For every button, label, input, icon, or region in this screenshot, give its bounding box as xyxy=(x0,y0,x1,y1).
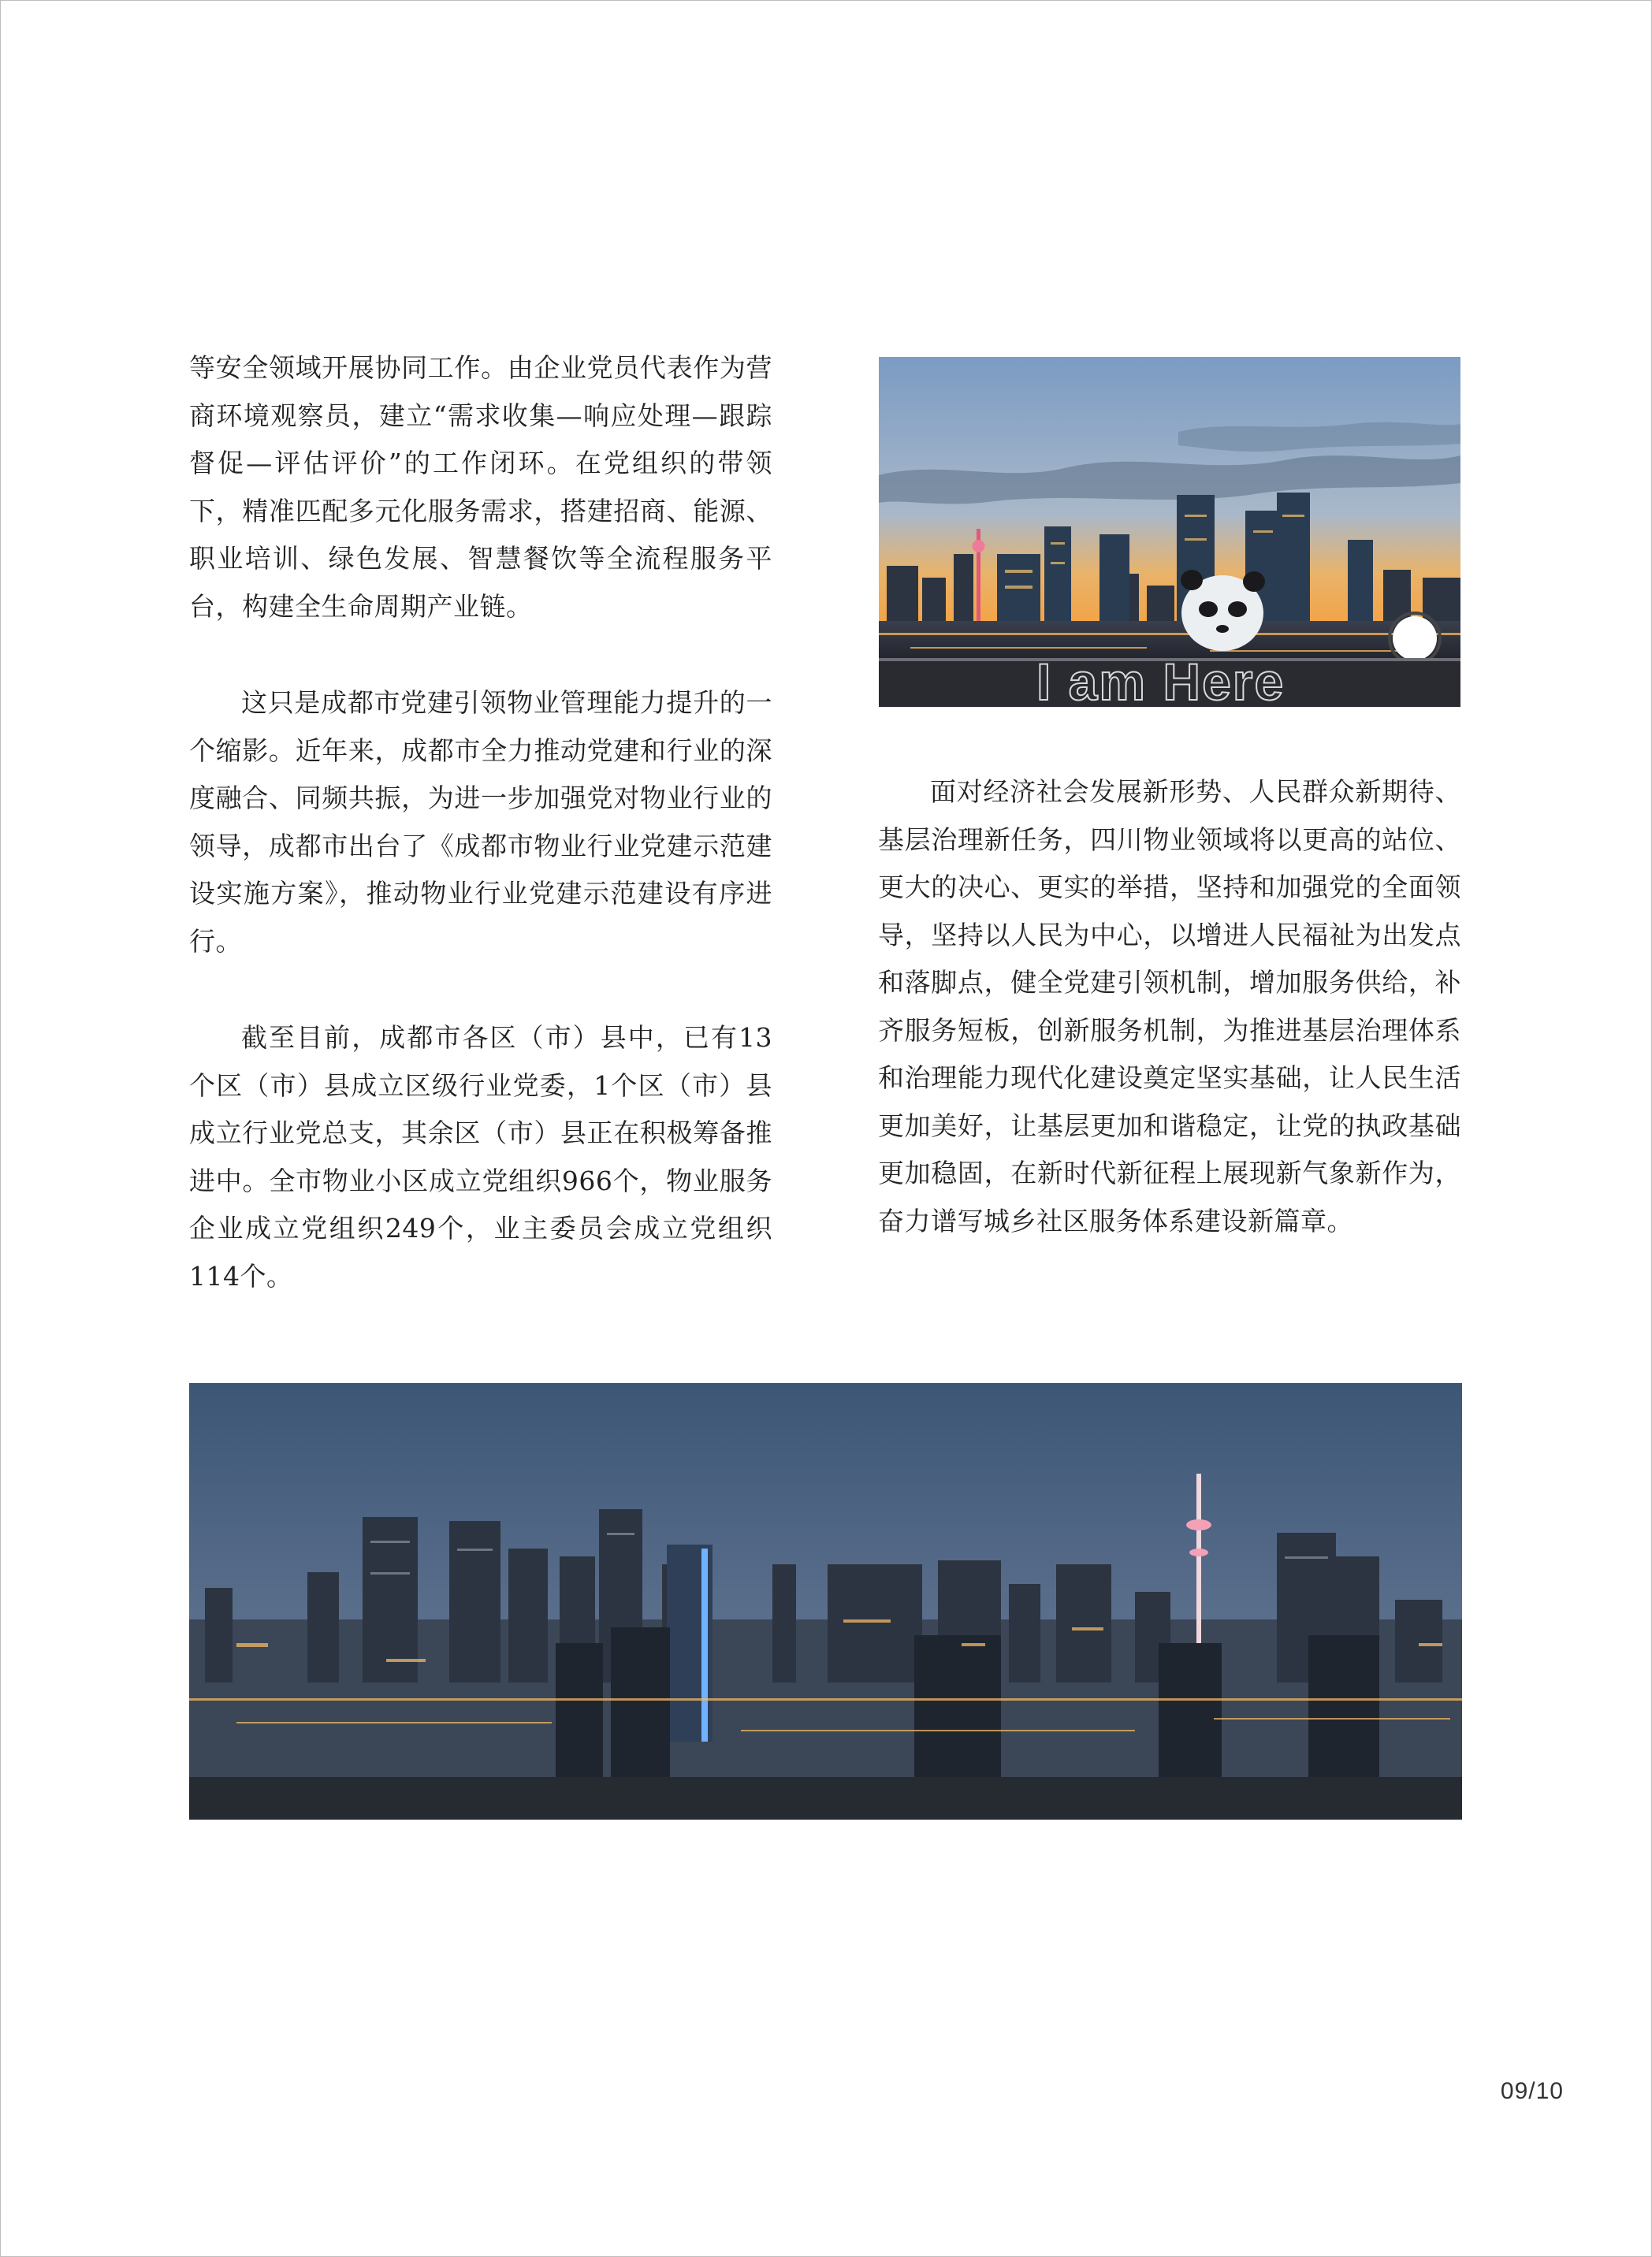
city-panda-photo xyxy=(879,357,1460,707)
right-paragraph-1: 面对经济社会发展新形势、人民群众新期待、基层治理新任务，四川物业领域将以更高的站位、更大的决心、更实的举措，坚持和加强党的全面领导，坚持以人民为中心，以增进人民福祉为出发点和落脚点，健全党建引领机制，增加服务供给，补齐服务短板，创新服务机制，为推进基层治理体系和治理能力现代化建设奠定坚实基础，让人民生活更加美好，让基层更加和谐稳定，让党的执政基础更加稳固，在新时代新征程上展现新气象新作为，奋力谱写城乡社区服务体系建设新篇章。 xyxy=(878,776,1461,1236)
left-paragraph-3: 截至目前，成都市各区（市）县中，已有13个区（市）县成立区级行业党委，1个区（市）县成立行业党总支，其余区（市）县正在积极筹备推进中。全市物业小区成立党组织966个，物业服务企业成立党组织249个，业主委员会成立党组织114个。 xyxy=(189,1022,772,1292)
night-skyline-photo xyxy=(189,1383,1462,1820)
page-number: 09/10 xyxy=(1500,2078,1564,2104)
night-skyline-illustration xyxy=(189,1383,1462,1820)
left-paragraph-1: 等安全领域开展协同工作。由企业党员代表作为营商环境观察员，建立“需求收集—响应处理—跟踪督促—评估评价”的工作闭环。在党组织的带领下，精准匹配多元化服务需求，搭建招商、能源、职业培训、绿色发展、智慧餐饮等全流程服务平台，构建全生命周期产业链。 xyxy=(189,352,772,622)
left-paragraph-2: 这只是成都市党建引领物业管理能力提升的一个缩影。近年来，成都市全力推动党建和行业的深度融合、同频共振，为进一步加强党对物业行业的领导，成都市出台了《成都市物业行业党建示范建设实施方案》，推动物业行业党建示范建设有序进行。 xyxy=(189,687,772,957)
i-am-here-sign: I am Here xyxy=(1036,653,1286,707)
